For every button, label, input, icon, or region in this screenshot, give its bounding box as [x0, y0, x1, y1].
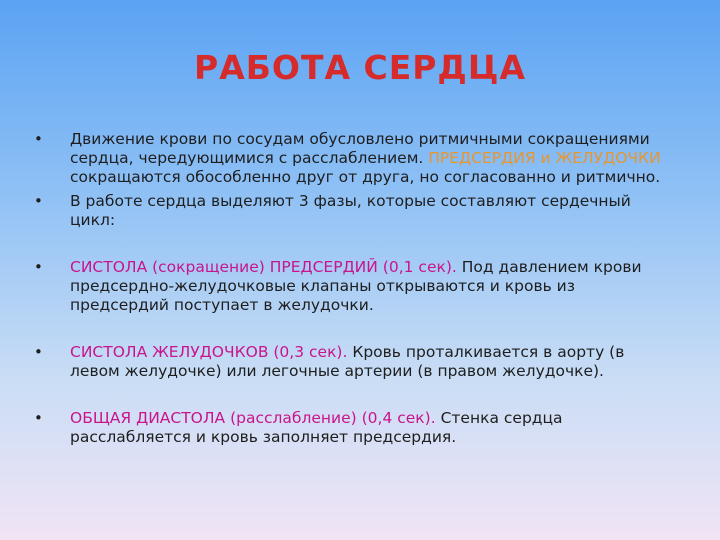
bullet-4-highlight: СИСТОЛА ЖЕЛУДОЧКОВ (0,3 сек).	[70, 343, 348, 361]
bullet-4-text: Кровь проталкивается в аорту (в левом желудочке) или легочные артерии (в правом желудочке).	[70, 343, 625, 380]
bullet-1-highlight: ПРЕДСЕРДИЯ и ЖЕЛУДОЧКИ	[428, 149, 661, 167]
bullet-3-text: Под давлением крови предсердно-желудочковые клапаны открываются и кровь из предсердий поступает в желудочки.	[70, 258, 642, 314]
bullet-1-text-b: сокращаются обособленно друг от друга, но согласованно и ритмично.	[70, 168, 661, 186]
bullet-5-text: Стенка сердца расслабляется и кровь заполняет предсердия.	[70, 409, 563, 446]
bullet-4	[34, 343, 674, 381]
bullet-2	[34, 192, 674, 230]
bullet-1-text-a: Движение крови по сосудам обусловлено ритмичными сокращениями сердца, чередующимися с расслаблением.	[70, 130, 650, 167]
slide-title: РАБОТА СЕРДЦА	[194, 48, 526, 87]
bullet-1	[34, 130, 674, 187]
bullet-2-text: В работе сердца выделяют 3 фазы, которые составляют сердечный цикл:	[70, 192, 631, 229]
bullet-3-highlight: СИСТОЛА (сокращение) ПРЕДСЕРДИЙ (0,1 сек).	[70, 258, 457, 276]
bullet-list	[34, 130, 674, 447]
bullet-3	[34, 258, 674, 315]
bullet-5-highlight: ОБЩАЯ ДИАСТОЛА (расслабление) (0,4 сек).	[70, 409, 436, 427]
bullet-5	[34, 409, 674, 447]
